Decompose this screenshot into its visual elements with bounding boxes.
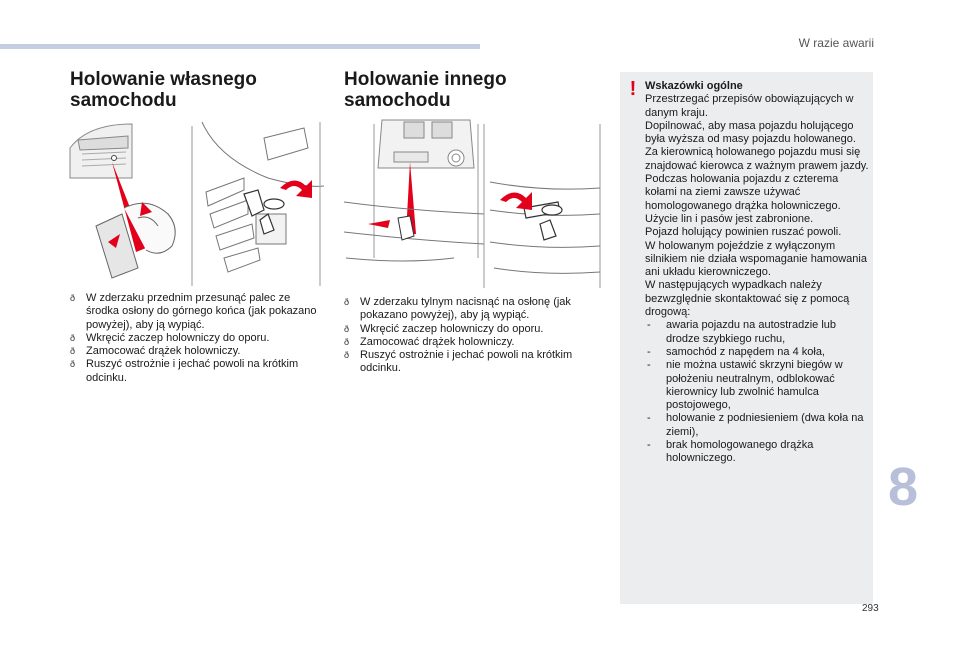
list-item: - holowanie z podniesieniem (dwa koła na ziemi),: [645, 412, 869, 439]
warning-paragraph: Użycie lin i pasów jest zabronione.: [645, 212, 814, 225]
chapter-number: 8: [888, 457, 919, 517]
header-rule: [0, 44, 480, 49]
front-towing-steps: [70, 292, 324, 385]
list-item: ð W zderzaku przednim przesunąć palec ze środka osłony do górnego końca (jak pokazano powyżej), aby ją wypiąć.: [70, 292, 324, 332]
warning-paragraph: W holowanym pojeździe z wyłączonym silnikiem nie działa wspomaganie hamowania ani układu kierowniczego.: [645, 239, 867, 279]
warning-paragraph: W następujących wypadkach należy bezwzględnie skontaktować się z pomocą drogową:: [645, 279, 850, 319]
list-item: ð Wkręcić zaczep holowniczy do oporu.: [70, 332, 324, 345]
rear-towing-steps: [344, 296, 602, 376]
warning-paragraph: Dopilnować, aby masa pojazdu holującego była wyższa od masy pojazdu holowanego.: [645, 119, 856, 146]
list-item: ð Zamocować drążek holowniczy.: [70, 345, 324, 358]
rear-towing-illustration: [344, 118, 602, 292]
warning-content: [645, 80, 869, 466]
list-item: - samochód z napędem na 4 koła,: [645, 346, 869, 359]
list-item: - brak homologowanego drążka holowniczego.: [645, 439, 869, 466]
heading-own-vehicle: Holowanie własnego samochodu: [70, 69, 257, 111]
page-number: 293: [862, 603, 879, 614]
list-item: - awaria pojazdu na autostradzie lub drodze szybkiego ruchu,: [645, 319, 869, 346]
list-item: ð Zamocować drążek holowniczy.: [344, 336, 602, 349]
list-item: ð Wkręcić zaczep holowniczy do oporu.: [344, 323, 602, 336]
warning-title: Wskazówki ogólne: [645, 80, 743, 92]
section-title: W razie awarii: [798, 36, 874, 50]
list-item: ð Ruszyć ostrożnie i jechać powoli na krótkim odcinku.: [344, 349, 602, 376]
list-item: ð W zderzaku tylnym nacisnąć na osłonę (jak pokazano powyżej), aby ją wypiąć.: [344, 296, 602, 323]
list-item: ð Ruszyć ostrożnie i jechać powoli na krótkim odcinku.: [70, 358, 324, 385]
warning-icon: !: [629, 78, 637, 100]
warning-paragraph: Za kierownicą holowanego pojazdu musi się znajdować kierowca z ważnym prawem jazdy.: [645, 146, 869, 172]
van-rear-thumbnail: [378, 120, 474, 168]
warning-paragraph: Podczas holowania pojazdu z czterema kołami na ziemi zawsze używać homologowanego drążka holowniczego.: [645, 173, 841, 212]
warning-paragraph: Pojazd holujący powinien ruszać powoli.: [645, 226, 842, 239]
heading-other-vehicle: Holowanie innego samochodu: [344, 69, 507, 111]
assistance-cases-list: [645, 319, 869, 465]
warning-paragraph: Przestrzegać przepisów obowiązujących w danym kraju.: [645, 93, 854, 119]
list-item: - nie można ustawić skrzyni biegów w położeniu neutralnym, odblokować kierownicy lub zwolnić hamulca postojowego,: [645, 359, 869, 412]
front-towing-illustration: [68, 118, 324, 290]
